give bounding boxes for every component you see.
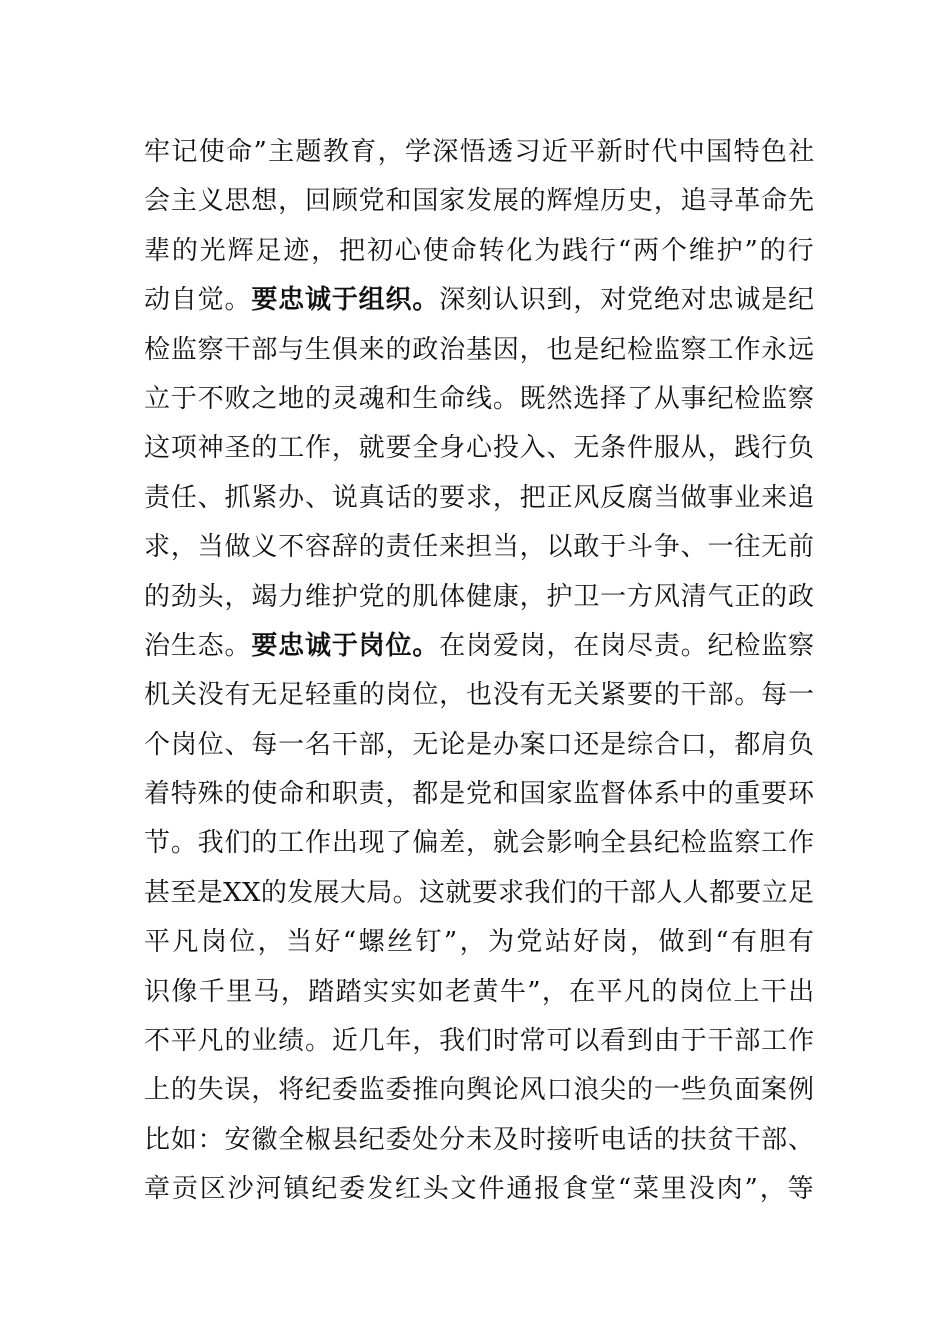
text-line [144, 573, 814, 622]
body-text: 这项神圣的工作，就要全身心投入、无条件服从，践行负 [144, 433, 815, 464]
body-paragraph [144, 128, 817, 1215]
text-line [144, 1165, 814, 1214]
text-line [144, 375, 814, 424]
text-line [144, 326, 814, 375]
bold-heading-text: 要忠诚于组织。 [251, 285, 440, 316]
text-line [144, 276, 814, 325]
text-line [144, 721, 814, 770]
body-text: 章贡区沙河镇纪委发红头文件通报食堂“菜里没肉”，等 [144, 1174, 816, 1205]
body-text: 的劲头，竭力维护党的肌体健康，护卫一方风清气正的政 [144, 581, 815, 612]
bold-heading-text: 要忠诚于岗位。 [251, 630, 440, 661]
text-line [144, 177, 814, 226]
text-line [144, 770, 814, 819]
body-text: 责任、抓紧办、说真话的要求，把正风反腐当做事业来追 [144, 482, 815, 513]
text-line [144, 424, 814, 473]
body-text: 不平凡的业绩。近几年，我们时常可以看到由于干部工作 [144, 1026, 815, 1057]
body-text: 个岗位、每一名干部，无论是办案口还是综合口，都肩负 [144, 729, 815, 760]
body-text: 牢记使命”主题教育，学深悟透习近平新时代中国特色社 [144, 137, 816, 167]
body-text: 立于不败之地的灵魂和生命线。既然选择了从事纪检监察 [144, 383, 815, 414]
text-line [144, 227, 814, 276]
body-text: 在岗爱岗，在岗尽责。纪检监察 [439, 630, 815, 661]
body-text: 治生态。 [144, 630, 252, 661]
body-text: 会主义思想，回顾党和国家发展的辉煌历史，追寻革命先 [144, 186, 815, 217]
body-text: 比如：安徽全椒县纪委处分未及时接听电话的扶贫干部、 [144, 1124, 815, 1155]
body-text: 上的失误，将纪委监委推向舆论风口浪尖的一些负面案例 [144, 1075, 815, 1106]
body-text: 甚至是XX的发展大局。这就要求我们的干部人人都要立足 [144, 877, 815, 908]
text-line [144, 1017, 814, 1066]
body-text: 机关没有无足轻重的岗位，也没有无关紧要的干部。每一 [144, 680, 815, 711]
body-text: 着特殊的使命和职责，都是党和国家监督体系中的重要环 [144, 779, 815, 810]
text-line [144, 819, 814, 868]
body-text: 节。我们的工作出现了偏差，就会影响全县纪检监察工作 [144, 828, 815, 859]
body-text: 识像千里马，踏踏实实如老黄牛”，在平凡的岗位上干出 [144, 976, 816, 1007]
body-text: 动自觉。 [144, 285, 252, 316]
body-text: 求，当做义不容辞的责任来担当，以敢于斗争、一往无前 [144, 532, 815, 563]
text-line [144, 671, 814, 720]
body-text: 平凡岗位，当好“螺丝钉”，为党站好岗，做到“有胆有 [144, 927, 817, 958]
text-line [144, 622, 814, 671]
text-line [144, 474, 814, 523]
text-line [144, 869, 814, 918]
body-text: 深刻认识到，对党绝对忠诚是纪 [439, 285, 815, 316]
text-line [144, 968, 814, 1017]
text-line [144, 918, 817, 967]
text-line [144, 1066, 814, 1115]
text-line [144, 128, 814, 177]
body-text: 辈的光辉足迹，把初心使命转化为践行“两个维护”的行 [144, 235, 816, 266]
text-line [144, 523, 814, 572]
text-line [144, 1116, 814, 1165]
body-text: 检监察干部与生俱来的政治基因，也是纪检监察工作永远 [144, 334, 815, 365]
